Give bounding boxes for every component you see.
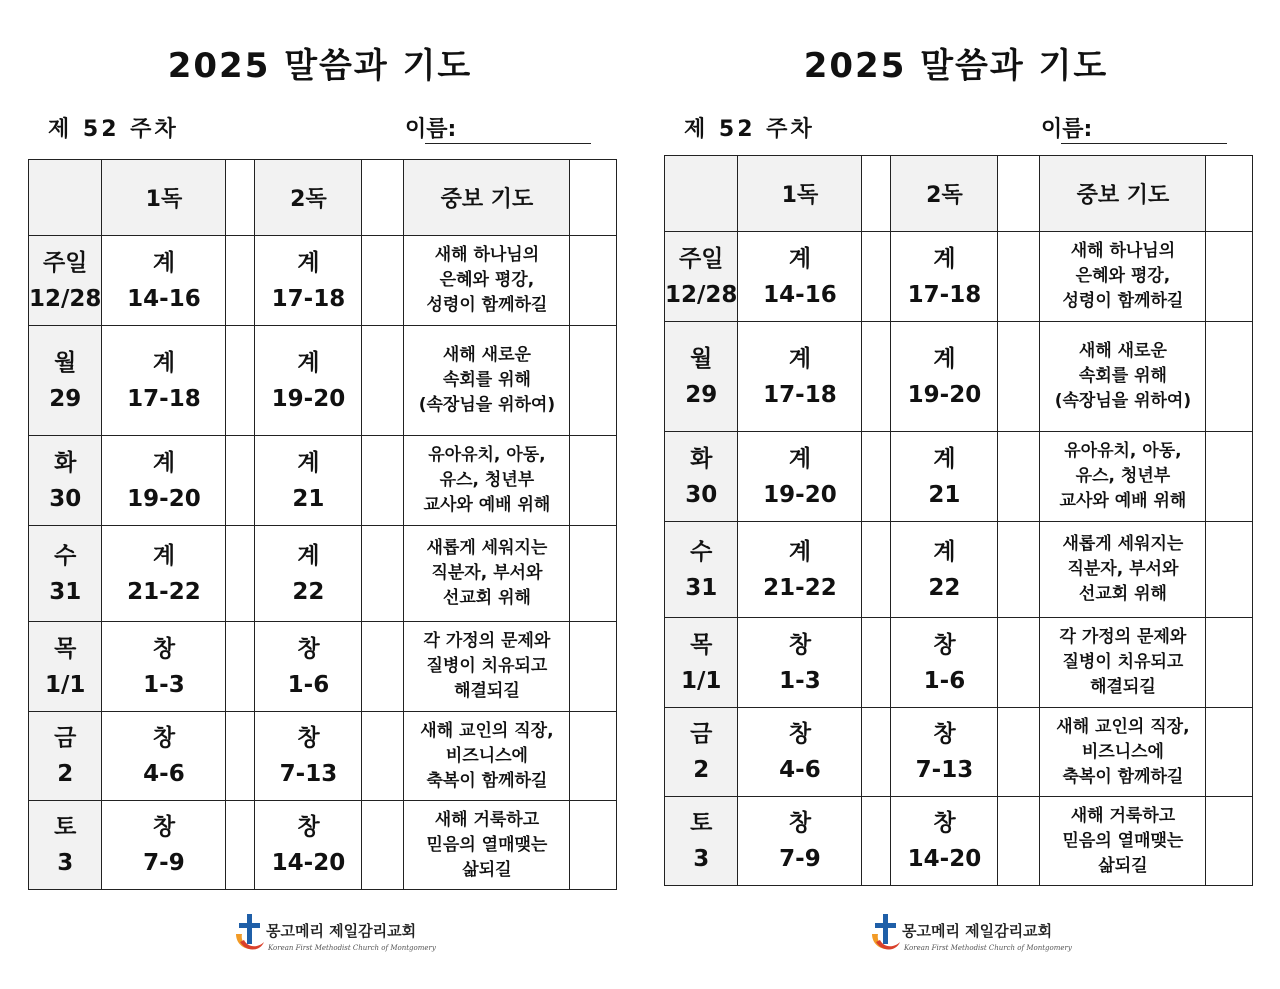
- header-day: [665, 156, 738, 232]
- day-cell-line: 3: [693, 846, 710, 872]
- prayer-checkbox: [1206, 618, 1253, 708]
- prayer-cell-line: 삶되길: [462, 859, 512, 880]
- reading2-cell-line: 17-18: [271, 285, 346, 312]
- reading2-cell: [255, 801, 362, 890]
- prayer-cell: [1040, 618, 1206, 708]
- prayer-checkbox: [570, 622, 617, 712]
- prayer-cell-line: 직분자, 부서와: [1067, 559, 1179, 579]
- day-cell-line: 31: [685, 574, 718, 601]
- reading1-checkbox: [226, 436, 255, 526]
- header-reading1: 1독: [102, 160, 226, 236]
- reading2-cell-line: 22: [928, 574, 961, 601]
- reading2-checkbox: [998, 618, 1040, 708]
- reading2-cell-line: 1-6: [287, 671, 330, 698]
- reading1-cell: [738, 522, 862, 618]
- day-cell-line: 31: [49, 578, 82, 605]
- church-cross-logo-icon: [230, 912, 270, 956]
- prayer-cell-line: 교사와 예배 위해: [1059, 491, 1187, 511]
- reading1-cell-line: 계: [152, 542, 176, 569]
- reading2-cell: [891, 797, 998, 886]
- reading2-cell-line: 창: [297, 814, 320, 840]
- prayer-cell: [404, 712, 570, 801]
- reading1-cell-line: 4-6: [779, 757, 821, 783]
- day-cell-line: 29: [49, 385, 82, 412]
- reading1-checkbox: [226, 622, 255, 712]
- table-header-row: [665, 156, 1253, 232]
- reading2-checkbox: [998, 432, 1040, 522]
- reading1-cell-line: 4-6: [143, 761, 185, 787]
- reading2-cell-line: 21: [928, 481, 961, 508]
- prayer-checkbox: [570, 236, 617, 326]
- reading1-cell-line: 계: [788, 445, 812, 472]
- day-cell-line: 토: [690, 810, 713, 836]
- prayer-cell-line: 비즈니스에: [1081, 741, 1164, 762]
- church-english-name: Korean First Methodist Church of Montgomery: [268, 944, 436, 952]
- day-cell: [665, 522, 738, 618]
- prayer-cell-line: 유아유치, 아동,: [428, 445, 546, 465]
- reading2-cell: [891, 232, 998, 322]
- day-cell: [29, 526, 102, 622]
- reading2-cell: [255, 326, 362, 436]
- day-cell-line: 1/1: [45, 671, 86, 698]
- prayer-cell-line: 새해 하나님의: [434, 245, 540, 265]
- checkbox-column-header: [570, 160, 617, 236]
- reading-table: [28, 159, 617, 890]
- reading2-cell: [891, 522, 998, 618]
- prayer-cell-line: 해결되길: [1090, 677, 1156, 697]
- reading2-cell-line: 14-20: [271, 850, 346, 876]
- reading1-cell-line: 19-20: [763, 481, 837, 508]
- day-cell: [665, 708, 738, 797]
- reading2-checkbox: [362, 436, 404, 526]
- day-cell-line: 주일: [678, 245, 724, 272]
- reading1-checkbox: [862, 797, 891, 886]
- reading1-checkbox: [862, 618, 891, 708]
- table-row: [665, 618, 1253, 708]
- reading2-checkbox: [362, 712, 404, 801]
- church-name: 몽고메리 제일감리교회: [266, 922, 417, 940]
- checkbox-column-header: [1206, 156, 1253, 232]
- reading1-cell-line: 1-3: [143, 671, 185, 698]
- reading2-checkbox: [362, 326, 404, 436]
- checkbox-column-header: [998, 156, 1040, 232]
- day-cell-line: 목: [690, 631, 713, 658]
- day-cell-line: 금: [54, 725, 77, 751]
- day-cell: [29, 622, 102, 712]
- prayer-cell: [404, 622, 570, 712]
- prayer-cell-line: 유아유치, 아동,: [1064, 441, 1182, 461]
- reading2-cell-line: 7-13: [279, 761, 338, 787]
- day-cell-line: 수: [54, 542, 77, 569]
- reading1-cell: [102, 236, 226, 326]
- prayer-checkbox: [1206, 322, 1253, 432]
- table-header-row: [29, 160, 617, 236]
- reading2-checkbox: [998, 522, 1040, 618]
- prayer-cell-line: 새해 새로운: [1078, 341, 1167, 361]
- prayer-cell-line: 새해 거룩하고: [1070, 805, 1176, 826]
- reading1-cell-line: 7-9: [779, 846, 821, 872]
- reading2-checkbox: [998, 708, 1040, 797]
- reading1-cell-line: 계: [788, 538, 812, 565]
- reading1-cell-line: 14-16: [763, 281, 837, 308]
- day-cell-line: 월: [690, 345, 713, 372]
- reading1-cell: [102, 436, 226, 526]
- reading1-cell: [738, 797, 862, 886]
- prayer-cell: [1040, 797, 1206, 886]
- prayer-cell: [404, 526, 570, 622]
- reading1-cell-line: 창: [788, 810, 812, 836]
- day-cell-line: 30: [685, 481, 718, 508]
- header-prayer: 중보 기도: [1040, 156, 1206, 232]
- reading2-checkbox: [362, 801, 404, 890]
- prayer-cell-line: 질병이 치유되고: [1062, 652, 1184, 672]
- reading1-cell: [102, 526, 226, 622]
- reading1-checkbox: [226, 526, 255, 622]
- reading1-checkbox: [226, 801, 255, 890]
- reading1-cell-line: 계: [152, 349, 176, 376]
- reading2-checkbox: [362, 236, 404, 326]
- reading2-cell-line: 21: [292, 485, 325, 512]
- reading2-cell-line: 계: [933, 445, 956, 472]
- day-cell: [29, 801, 102, 890]
- prayer-cell-line: 유스, 청년부: [1075, 466, 1171, 486]
- church-cross-logo-icon: [866, 912, 906, 956]
- reading2-cell: [255, 526, 362, 622]
- prayer-cell-line: 교사와 예배 위해: [423, 495, 551, 515]
- church-name: 몽고메리 제일감리교회: [902, 922, 1053, 940]
- church-logo: [866, 912, 1072, 962]
- prayer-cell-line: 믿음의 열매맺는: [426, 834, 548, 855]
- reading1-cell-line: 창: [152, 725, 176, 751]
- day-cell: [665, 618, 738, 708]
- table-row: [29, 622, 617, 712]
- reading2-checkbox: [998, 322, 1040, 432]
- reading2-checkbox: [362, 622, 404, 712]
- prayer-cell-line: 새해 새로운: [442, 345, 531, 365]
- header-reading1: 1독: [738, 156, 862, 232]
- reading1-cell-line: 창: [152, 814, 176, 840]
- prayer-cell-line: 새롭게 세워지는: [426, 538, 548, 558]
- reading2-checkbox: [998, 232, 1040, 322]
- header-reading2: 2독: [255, 160, 362, 236]
- prayer-cell-line: 성령이 함께하길: [1062, 291, 1184, 311]
- day-cell: [665, 797, 738, 886]
- header-day: [29, 160, 102, 236]
- reading1-cell-line: 19-20: [127, 485, 201, 512]
- prayer-cell-line: 믿음의 열매맺는: [1062, 830, 1184, 851]
- reading2-cell-line: 7-13: [915, 757, 974, 783]
- prayer-cell-line: 축복이 함께하길: [1062, 766, 1184, 787]
- prayer-cell-line: 새롭게 세워지는: [1062, 534, 1184, 554]
- day-cell: [29, 712, 102, 801]
- week-label: 제 52 주차: [684, 117, 815, 142]
- reading1-cell: [102, 712, 226, 801]
- prayer-cell-line: 각 가정의 문제와: [423, 631, 551, 651]
- table-row: [665, 322, 1253, 432]
- reading2-cell-line: 19-20: [907, 381, 982, 408]
- reading2-cell: [891, 618, 998, 708]
- reading1-cell-line: 17-18: [763, 381, 837, 408]
- page-title: 2025 말씀과 기도: [167, 46, 473, 86]
- prayer-cell-line: 속회를 위해: [1078, 366, 1167, 386]
- day-cell: [29, 326, 102, 436]
- prayer-cell: [404, 801, 570, 890]
- day-cell-line: 12/28: [665, 281, 738, 308]
- reading2-cell: [891, 322, 998, 432]
- church-english-name: Korean First Methodist Church of Montgomery: [904, 944, 1072, 952]
- reading2-cell: [255, 236, 362, 326]
- reading-table: [664, 155, 1253, 886]
- reading1-cell-line: 17-18: [127, 385, 201, 412]
- day-cell-line: 1/1: [681, 667, 722, 694]
- day-cell-line: 30: [49, 485, 82, 512]
- table-row: [665, 797, 1253, 886]
- day-cell-line: 수: [690, 538, 713, 565]
- prayer-cell-line: 새해 거룩하고: [434, 809, 540, 830]
- prayer-checkbox: [570, 326, 617, 436]
- day-cell-line: 2: [693, 757, 710, 783]
- reading1-cell-line: 창: [788, 721, 812, 747]
- reading2-cell-line: 계: [297, 349, 320, 376]
- day-cell-line: 월: [54, 349, 77, 376]
- reading1-cell-line: 계: [788, 345, 812, 372]
- checkbox-column-header: [862, 156, 891, 232]
- day-cell: [29, 236, 102, 326]
- reading2-cell-line: 창: [933, 721, 956, 747]
- reading1-cell-line: 21-22: [127, 578, 201, 605]
- reading2-cell-line: 창: [933, 631, 956, 658]
- day-cell-line: 화: [690, 445, 713, 472]
- prayer-cell-line: 새해 교인의 직장,: [1056, 716, 1190, 737]
- prayer-cell: [1040, 322, 1206, 432]
- reading2-cell-line: 창: [297, 635, 320, 662]
- prayer-cell: [1040, 232, 1206, 322]
- reading1-cell-line: 14-16: [127, 285, 201, 312]
- reading2-cell: [255, 712, 362, 801]
- reading1-checkbox: [862, 708, 891, 797]
- prayer-cell-line: 직분자, 부서와: [431, 563, 543, 583]
- day-cell-line: 주일: [42, 249, 88, 276]
- prayer-cell-line: 해결되길: [454, 681, 520, 701]
- reading1-cell: [102, 801, 226, 890]
- prayer-checkbox: [1206, 797, 1253, 886]
- reading1-cell-line: 21-22: [763, 574, 837, 601]
- reading1-cell-line: 계: [788, 245, 812, 272]
- reading2-cell-line: 14-20: [907, 846, 982, 872]
- reading1-cell: [102, 622, 226, 712]
- reading2-checkbox: [998, 797, 1040, 886]
- prayer-cell-line: 속회를 위해: [442, 370, 531, 390]
- reading1-cell-line: 계: [152, 249, 176, 276]
- reading2-checkbox: [362, 526, 404, 622]
- day-cell-line: 금: [690, 721, 713, 747]
- reading1-cell-line: 7-9: [143, 850, 185, 876]
- prayer-cell-line: 각 가정의 문제와: [1059, 627, 1187, 647]
- day-cell: [665, 322, 738, 432]
- prayer-checkbox: [1206, 522, 1253, 618]
- day-cell-line: 29: [685, 381, 718, 408]
- reading1-cell-line: 계: [152, 449, 176, 476]
- prayer-checkbox: [570, 436, 617, 526]
- prayer-checkbox: [1206, 708, 1253, 797]
- reading2-cell-line: 계: [933, 538, 956, 565]
- reading1-checkbox: [226, 712, 255, 801]
- reading2-cell-line: 창: [297, 725, 320, 751]
- table-row: [665, 522, 1253, 618]
- bulletin-page-right: [636, 0, 1276, 989]
- reading1-checkbox: [862, 232, 891, 322]
- prayer-cell-line: 은혜와 평강,: [1075, 266, 1171, 286]
- table-row: [29, 801, 617, 890]
- day-cell: [665, 432, 738, 522]
- prayer-cell-line: 새해 하나님의: [1070, 241, 1176, 261]
- reading1-checkbox: [226, 326, 255, 436]
- name-blank-line: [1061, 143, 1227, 144]
- day-cell-line: 3: [57, 850, 74, 876]
- reading2-cell-line: 19-20: [271, 385, 346, 412]
- table-row: [29, 436, 617, 526]
- day-cell-line: 화: [54, 449, 77, 476]
- checkbox-column-header: [226, 160, 255, 236]
- reading2-cell: [255, 622, 362, 712]
- reading1-cell: [738, 618, 862, 708]
- prayer-cell-line: 새해 교인의 직장,: [420, 720, 554, 741]
- day-cell-line: 12/28: [29, 285, 102, 312]
- prayer-cell: [404, 236, 570, 326]
- day-cell-line: 2: [57, 761, 74, 787]
- table-row: [29, 236, 617, 326]
- reading2-cell-line: 1-6: [923, 667, 966, 694]
- prayer-checkbox: [570, 526, 617, 622]
- table-row: [29, 326, 617, 436]
- reading1-cell-line: 창: [788, 631, 812, 658]
- reading2-cell-line: 계: [297, 249, 320, 276]
- reading2-cell-line: 계: [297, 542, 320, 569]
- reading1-checkbox: [226, 236, 255, 326]
- prayer-cell-line: 성령이 함께하길: [426, 295, 548, 315]
- reading1-cell: [738, 708, 862, 797]
- reading2-cell-line: 계: [297, 449, 320, 476]
- day-cell: [665, 232, 738, 322]
- reading1-cell: [102, 326, 226, 436]
- table-row: [665, 232, 1253, 322]
- prayer-cell: [1040, 522, 1206, 618]
- prayer-checkbox: [570, 801, 617, 890]
- name-label: 이름:: [1041, 117, 1093, 142]
- header-reading2: 2독: [891, 156, 998, 232]
- prayer-cell: [1040, 432, 1206, 522]
- prayer-cell-line: 축복이 함께하길: [426, 770, 548, 791]
- name-label: 이름:: [405, 117, 457, 142]
- prayer-checkbox: [570, 712, 617, 801]
- prayer-checkbox: [1206, 232, 1253, 322]
- reading1-cell: [738, 322, 862, 432]
- prayer-cell: [404, 326, 570, 436]
- name-blank-line: [425, 143, 591, 144]
- prayer-cell-line: (속장님을 위하여): [1054, 391, 1192, 411]
- reading1-cell-line: 1-3: [779, 667, 821, 694]
- table-row: [665, 432, 1253, 522]
- prayer-cell-line: 선교회 위해: [1078, 584, 1167, 604]
- day-cell-line: 토: [54, 814, 77, 840]
- church-logo: [230, 912, 436, 962]
- reading2-cell-line: 계: [933, 345, 956, 372]
- table-row: [29, 526, 617, 622]
- table-row: [29, 712, 617, 801]
- checkbox-column-header: [362, 160, 404, 236]
- week-label: 제 52 주차: [48, 117, 179, 142]
- reading2-cell: [255, 436, 362, 526]
- prayer-cell-line: (속장님을 위하여): [418, 395, 556, 415]
- prayer-cell: [1040, 708, 1206, 797]
- reading2-cell-line: 창: [933, 810, 956, 836]
- day-cell: [29, 436, 102, 526]
- page-title: 2025 말씀과 기도: [803, 46, 1109, 86]
- prayer-cell-line: 은혜와 평강,: [439, 270, 535, 290]
- reading2-cell-line: 17-18: [907, 281, 982, 308]
- prayer-cell: [404, 436, 570, 526]
- header-prayer: 중보 기도: [404, 160, 570, 236]
- reading2-cell: [891, 708, 998, 797]
- prayer-cell-line: 선교회 위해: [442, 588, 531, 608]
- reading2-cell-line: 22: [292, 578, 325, 605]
- table-row: [665, 708, 1253, 797]
- reading1-checkbox: [862, 522, 891, 618]
- prayer-cell-line: 비즈니스에: [445, 745, 528, 766]
- prayer-cell-line: 유스, 청년부: [439, 470, 535, 490]
- prayer-cell-line: 삶되길: [1098, 855, 1148, 876]
- day-cell-line: 목: [54, 635, 77, 662]
- prayer-checkbox: [1206, 432, 1253, 522]
- reading1-cell: [738, 232, 862, 322]
- prayer-cell-line: 질병이 치유되고: [426, 656, 548, 676]
- reading1-checkbox: [862, 432, 891, 522]
- reading2-cell-line: 계: [933, 245, 956, 272]
- reading1-checkbox: [862, 322, 891, 432]
- reading1-cell-line: 창: [152, 635, 176, 662]
- reading1-cell: [738, 432, 862, 522]
- reading2-cell: [891, 432, 998, 522]
